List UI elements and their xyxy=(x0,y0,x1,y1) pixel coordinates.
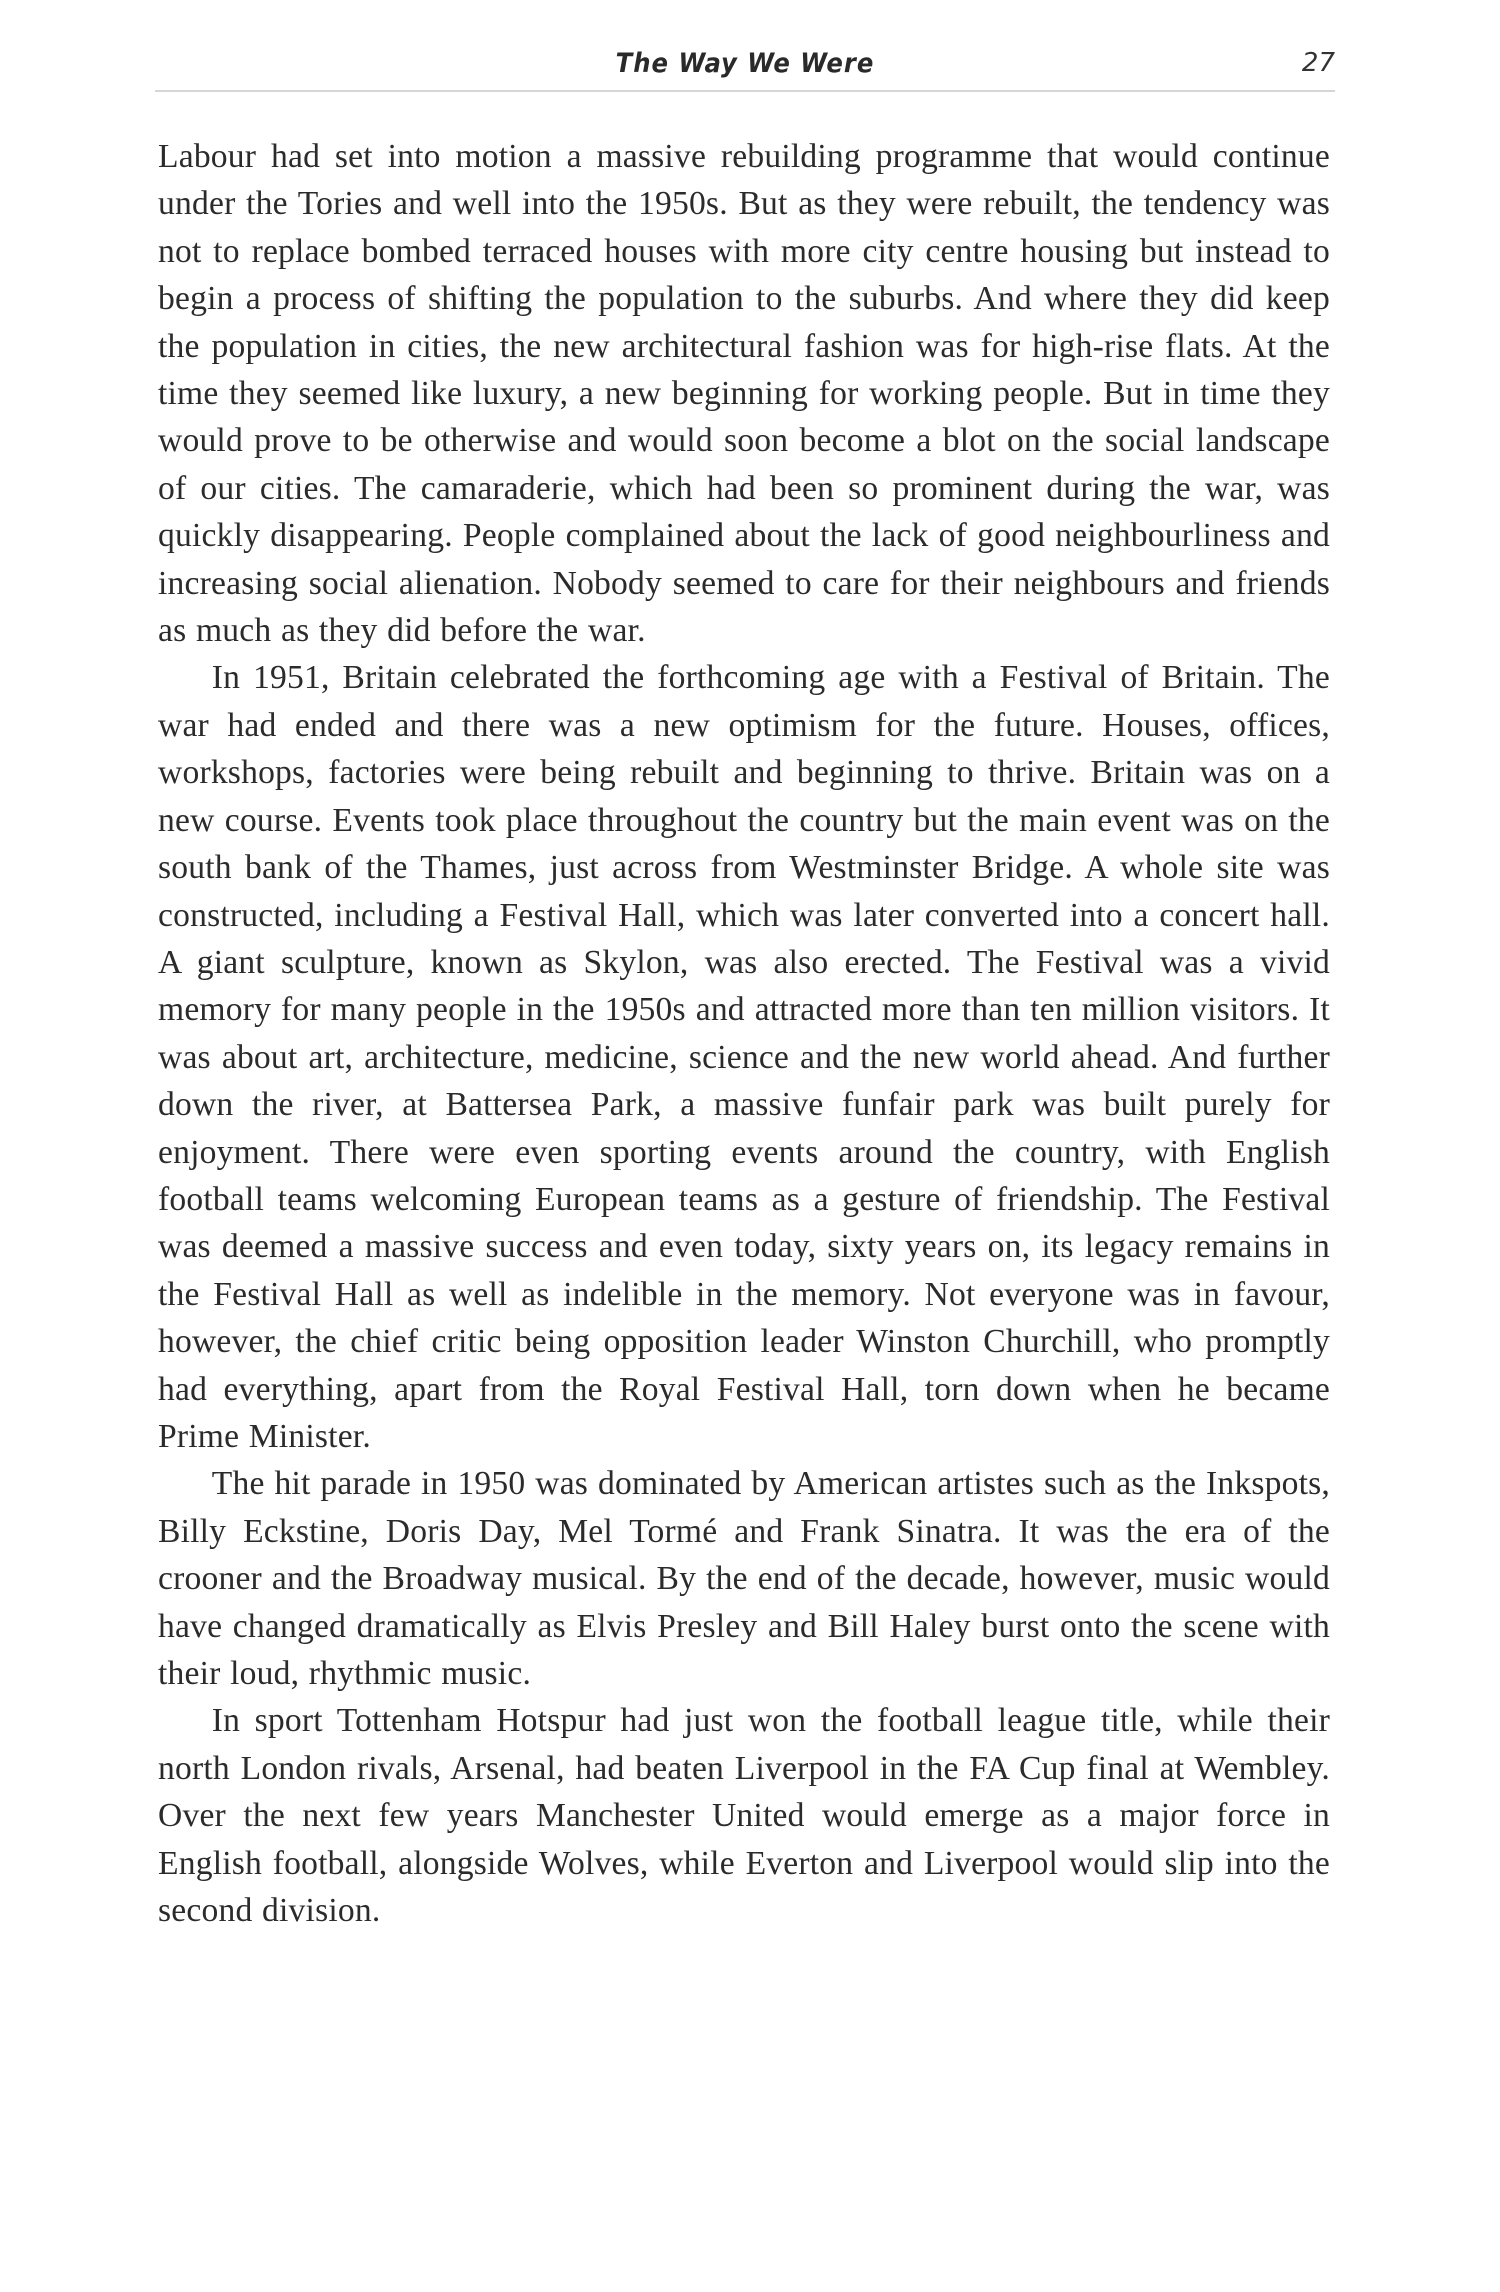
running-head xyxy=(155,48,1335,90)
body-text xyxy=(158,133,1330,1934)
header-rule xyxy=(155,90,1335,92)
paragraph-rebuilding: Labour had set into motion a massive rebuilding programme that would continue under the Tories and well into the 1950s. But as they were rebuilt, the tendency was not to replace bombed terraced houses with more city centre housing but instead to begin a process of shifting the population to the suburbs. And where they did keep the population in cities, the new architectural fashion was for high-rise flats. At the time they seemed like luxury, a new beginning for working people. But in time they would prove to be otherwise and would soon become a blot on the social landscape of our cities. The camaraderie, which had been so prominent during the war, was quickly disappearing. People complained about the lack of good neighbourliness and increasing social alienation. Nobody seemed to care for their neighbours and friends as much as they did before the war. xyxy=(158,138,1330,650)
paragraph-hit-parade: The hit parade in 1950 was dominated by American artistes such as the Inkspots, Billy Eckstine, Doris Day, Mel Tormé and Frank Sinatra. It was the era of the crooner and the Broadway musical. By the end of the decade, however, music would have changed dramatically as Elvis Presley and Bill Haley burst onto the scene with their loud, rhythmic music. xyxy=(158,1465,1330,1692)
paragraph-sport: In sport Tottenham Hotspur had just won the football league title, while their north London rivals, Arsenal, had beaten Liverpool in the FA Cup final at Wembley. Over the next few years Manchester United would emerge as a major force in English football, alongside Wolves, while Everton and Liverpool would slip into the second division. xyxy=(158,1702,1330,1930)
page-number: 27 xyxy=(1301,48,1335,78)
paragraph-festival-of-britain: In 1951, Britain celebrated the forthcoming age with a Festival of Britain. The war had ended and there was a new optimism for the future. Houses, offices, workshops, factories were being rebuilt and beginning to thrive. Britain was on a new course. Events took place throughout the country but the main event was on the south bank of the Thames, just across from Westminster Bridge. A whole site was constructed, including a Festival Hall, which was later converted into a concert hall. A giant sculpture, known as Skylon, was also erected. The Festival was a vivid memory for many people in the 1950s and attracted more than ten million visitors. It was about art, architecture, medicine, science and the new world ahead. And further down the river, at Battersea Park, a massive funfair park was built purely for enjoyment. There were even sporting events around the country, with English football teams welcoming European teams as a gesture of friendship. The Festival was deemed a massive success and even today, sixty years on, its legacy remains in the Festival Hall as well as indelible in the memory. Not everyone was in favour, however, the chief critic being opposition leader Winston Churchill, who promptly had everything, apart from the Royal Festival Hall, torn down when he became Prime Minister. xyxy=(158,659,1331,1455)
running-title: The Way We Were xyxy=(615,48,875,79)
